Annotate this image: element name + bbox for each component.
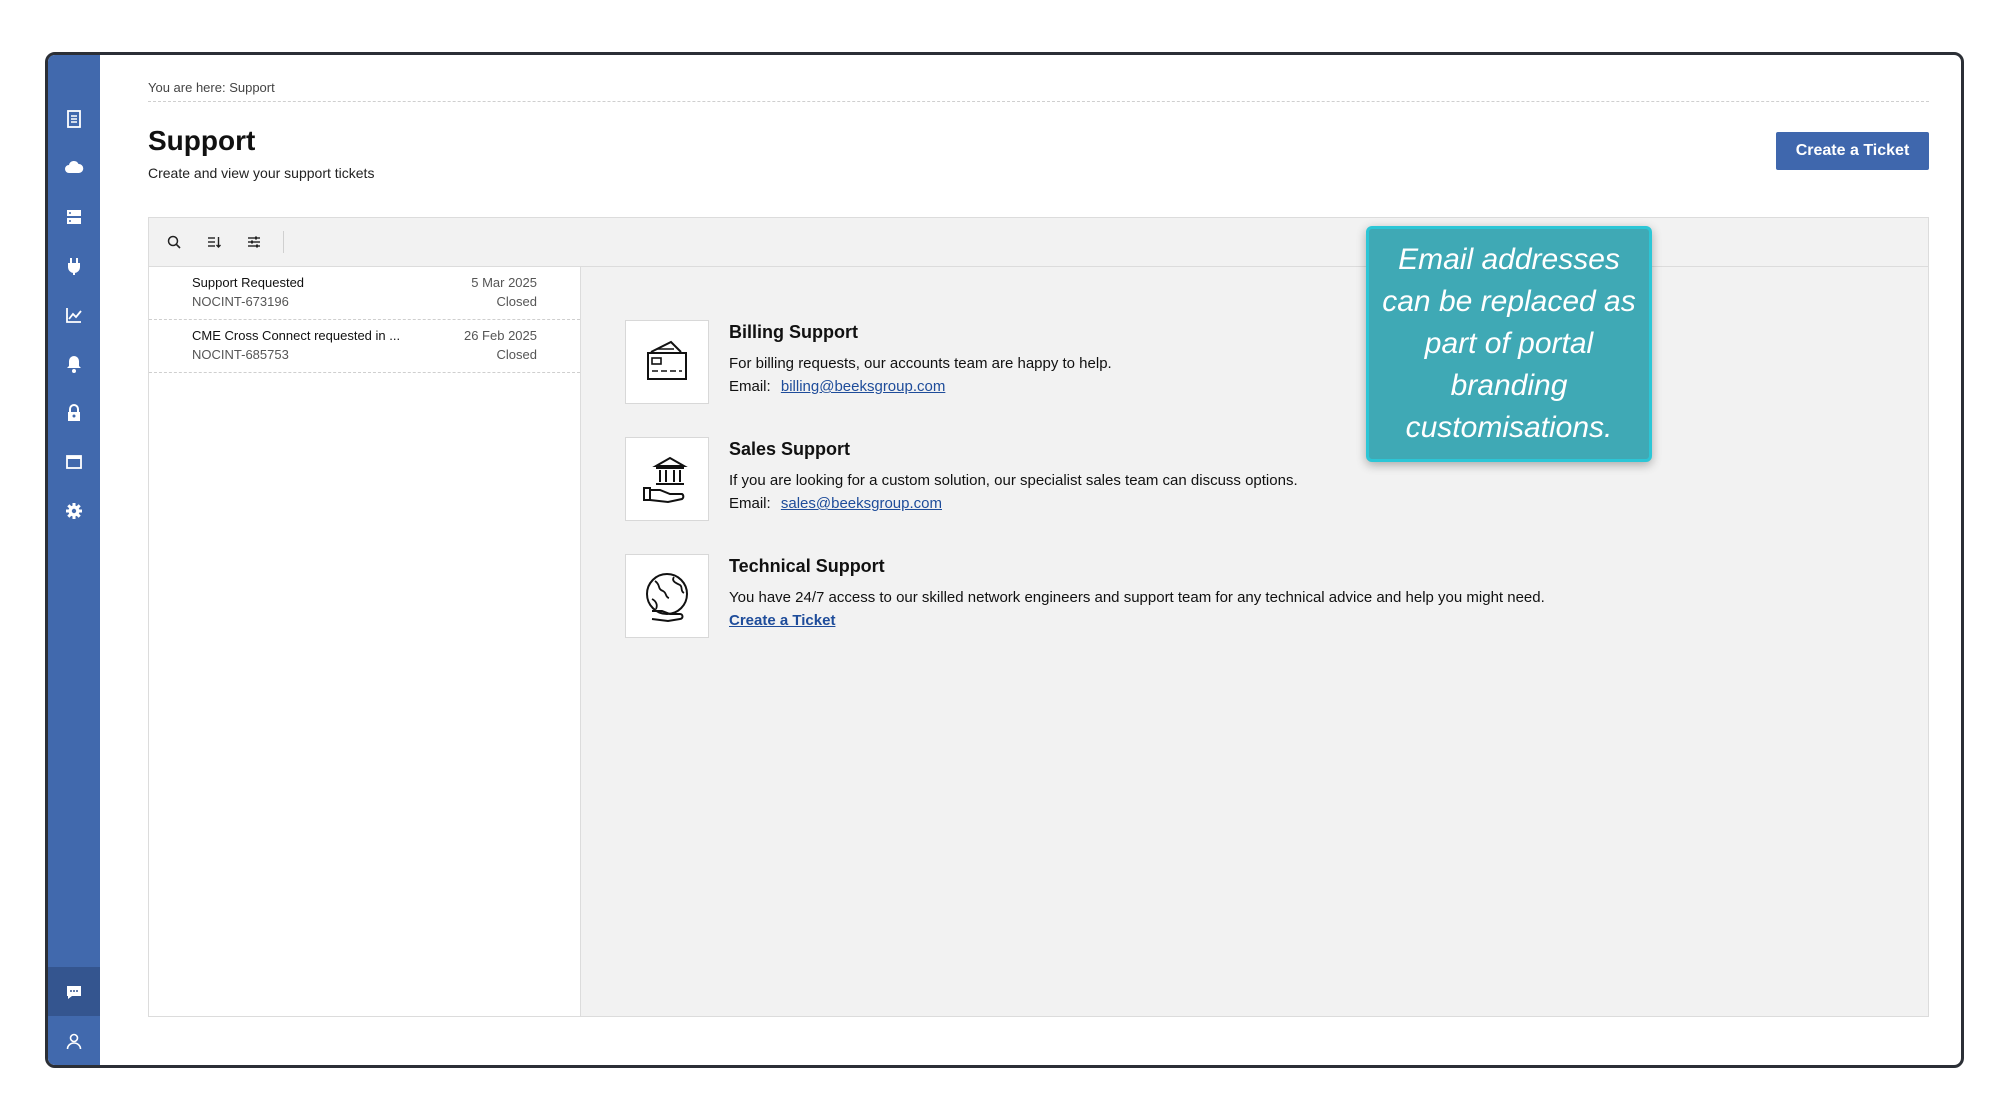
plug-icon bbox=[64, 256, 84, 276]
annotation-text: Email addresses can be replaced as part of portal branding customisations. bbox=[1382, 243, 1636, 444]
ticket-toolbar bbox=[149, 218, 1928, 267]
sidebar-item-cloud[interactable] bbox=[48, 143, 100, 192]
filter-icon bbox=[246, 234, 262, 250]
technical-support-section bbox=[625, 554, 1625, 638]
sales-email-label: Email: bbox=[729, 495, 771, 512]
billing-email-line bbox=[729, 378, 945, 395]
sidebar-item-connectivity[interactable] bbox=[48, 241, 100, 290]
ticket-row[interactable] bbox=[149, 320, 580, 373]
sales-email-line bbox=[729, 495, 942, 512]
billing-support-title: Billing Support bbox=[729, 322, 858, 342]
sort-icon bbox=[206, 234, 222, 250]
sidebar-item-settings[interactable] bbox=[48, 486, 100, 535]
sort-button[interactable] bbox=[203, 231, 225, 253]
sidebar-item-account[interactable] bbox=[48, 1016, 100, 1065]
sidebar-item-documents[interactable] bbox=[48, 94, 100, 143]
technical-support-icon-box bbox=[625, 554, 709, 638]
sidebar-item-support[interactable] bbox=[48, 967, 100, 1016]
ticket-date: 5 Mar 2025 bbox=[471, 275, 537, 290]
bank-hand-icon bbox=[638, 450, 696, 508]
sales-support-description: If you are looking for a custom solution, our specialist sales team can discuss options. bbox=[729, 472, 1298, 489]
sales-email-link[interactable]: sales@beeksgroup.com bbox=[780, 495, 942, 512]
cloud-icon bbox=[64, 158, 84, 178]
page-title: Support bbox=[148, 125, 256, 156]
create-ticket-button[interactable]: Create a Ticket bbox=[1776, 132, 1929, 170]
billing-support-description: For billing requests, our accounts team are happy to help. bbox=[729, 355, 1112, 372]
ticket-title: Support Requested bbox=[192, 275, 305, 290]
ticket-status: Closed bbox=[496, 294, 537, 309]
billing-email-link[interactable]: billing@beeksgroup.com bbox=[780, 378, 946, 395]
billing-email-label: Email: bbox=[729, 378, 771, 395]
billing-support-icon-box bbox=[625, 320, 709, 404]
support-panel bbox=[148, 217, 1929, 1017]
document-icon bbox=[64, 109, 84, 129]
window-icon bbox=[64, 452, 84, 472]
ticket-id: NOCINT-673196 bbox=[192, 294, 289, 309]
sidebar-item-portal[interactable] bbox=[48, 437, 100, 486]
sidebar-item-notifications[interactable] bbox=[48, 339, 100, 388]
gear-icon bbox=[64, 501, 84, 521]
server-icon bbox=[64, 207, 84, 227]
sidebar-item-servers[interactable] bbox=[48, 192, 100, 241]
technical-support-title: Technical Support bbox=[729, 556, 885, 576]
app-window bbox=[45, 52, 1964, 1068]
filter-button[interactable] bbox=[243, 231, 265, 253]
search-icon bbox=[166, 234, 182, 250]
chat-icon bbox=[64, 982, 84, 1002]
ticket-date: 26 Feb 2025 bbox=[463, 328, 537, 343]
search-button[interactable] bbox=[163, 231, 185, 253]
sidebar bbox=[48, 55, 100, 1065]
globe-hand-icon bbox=[638, 567, 696, 625]
technical-support-description: You have 24/7 access to our skilled network engineers and support team for any technical advice and help you might need. bbox=[729, 589, 1545, 606]
ticket-row[interactable] bbox=[149, 267, 580, 320]
sales-support-icon-box bbox=[625, 437, 709, 521]
credit-card-icon bbox=[638, 333, 696, 391]
lock-icon bbox=[64, 403, 84, 423]
toolbar-divider bbox=[283, 231, 284, 253]
ticket-list bbox=[149, 267, 581, 1016]
sidebar-item-security[interactable] bbox=[48, 388, 100, 437]
ticket-id: NOCINT-685753 bbox=[192, 347, 289, 362]
sidebar-item-analytics[interactable] bbox=[48, 290, 100, 339]
bell-icon bbox=[64, 354, 84, 374]
user-icon bbox=[64, 1031, 84, 1051]
technical-create-ticket-link[interactable]: Create a Ticket bbox=[729, 612, 836, 629]
sales-support-title: Sales Support bbox=[729, 439, 851, 459]
technical-link-line bbox=[729, 612, 835, 629]
page-subtitle: Create and view your support tickets bbox=[148, 165, 375, 181]
main-content bbox=[100, 55, 1961, 1065]
ticket-title: CME Cross Connect requested in ... bbox=[192, 328, 401, 343]
chart-icon bbox=[64, 305, 84, 325]
breadcrumb: You are here: Support bbox=[148, 80, 1929, 102]
sidebar-bottom bbox=[48, 967, 100, 1065]
annotation-callout bbox=[1366, 226, 1652, 462]
support-details bbox=[581, 267, 1928, 1016]
ticket-status: Closed bbox=[496, 347, 537, 362]
